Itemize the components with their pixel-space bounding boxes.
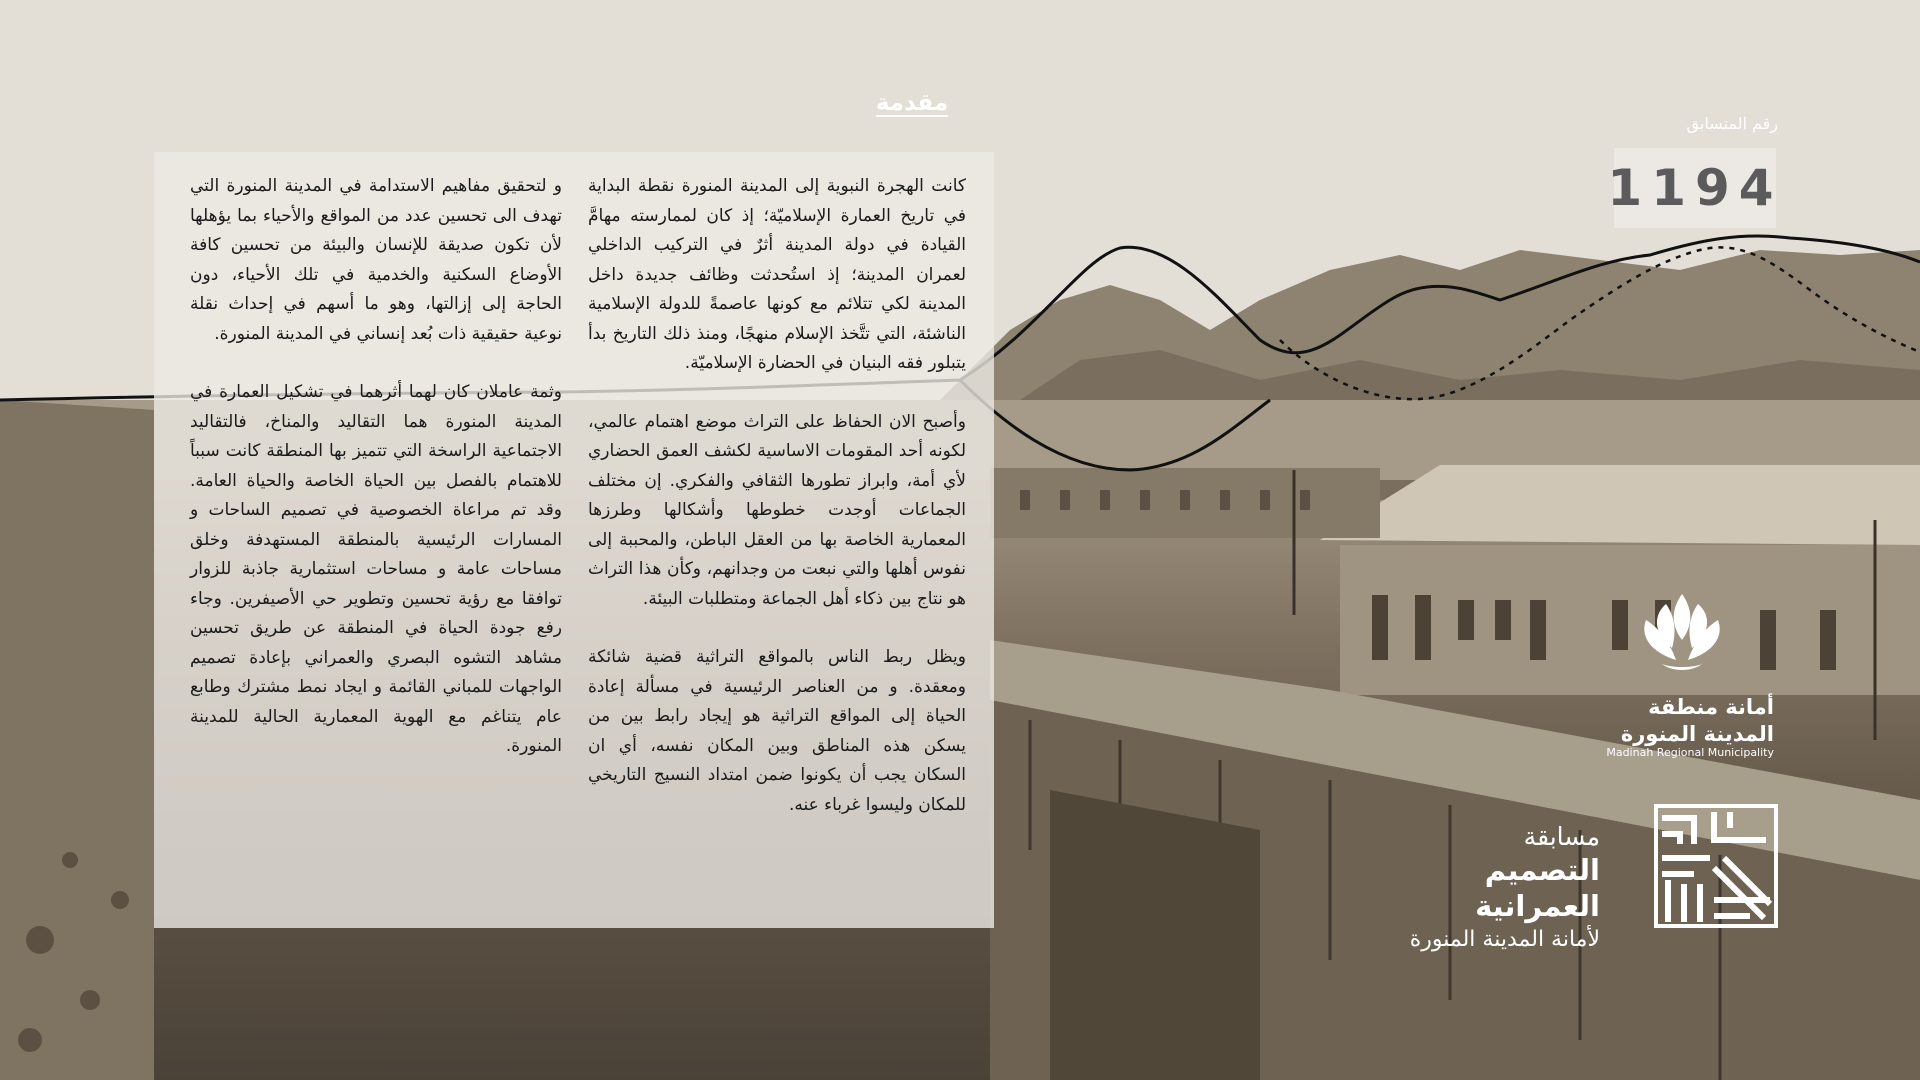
competitor-number: 1194 xyxy=(1607,159,1783,217)
paragraph: و لتحقيق مفاهيم الاستدامة في المدينة المنورة التي تهدف الى تحسين عدد من المواقع والأحياء بما يؤهلها لأن تكون صديقة للإنسان والبيئة من تحسين كافة الأوضاع السكنية والخدمية في تلك الأحياء، دون الحاجة إلى إزالتها، وهو ما أسهم في إحداث نقلة نوعية حقيقية ذات بُعد إنساني في المدينة المنورة. xyxy=(190,176,562,344)
competition-title: مسابقة التصميم العمرانية لأمانة المدينة المنورة xyxy=(1409,822,1600,952)
text-column-left xyxy=(190,172,562,791)
municipality-name-arabic: أمانة منطقة المدينة المنورة xyxy=(1620,695,1774,746)
geometric-pattern-icon xyxy=(1654,804,1778,932)
competitor-number-box xyxy=(1607,148,1783,228)
paragraph: وثمة عاملان كان لهما أثرهما في تشكيل العمارة في المدينة المنورة هما التقاليد والمناخ، فالتقاليد الاجتماعية الراسخة التي تتميز بها المنطقة كانت سبباً للاهتمام بالفصل بين الحياة الخاصة والحياة العامة. وقد تم مراعاة الخصوصية في تصميم الساحات و المسارات الرئيسية بالمنطقة المستهدفة وخلق مساحات عامة و مساحات استثمارية جاذبة للزوار توافقا مع رؤية تحسين وتطوير حي الأصيفرين. وجاء رفع جودة الحياة في المنطقة عن طريق تحسين مشاهد التشوه البصري والعمراني بإعادة تصميم الواجهات للمباني القائمة و ايجاد نمط مشترك وطابع عام يتناغم مع الهوية المعمارية الحالية للمدينة المنورة. xyxy=(190,382,562,756)
paragraph: كانت الهجرة النبوية إلى المدينة المنورة نقطة البداية في تاريخ العمارة الإسلاميّة؛ إذ كان لممارسته مهامَّ القيادة في دولة المدينة أثرٌ في التركيب الداخلي لعمران المدينة؛ إذ استُحدثت وظائف جديدة داخل المدينة لكي تتلائم مع كونها عاصمةً للدولة الإسلامية الناشئة، التي تتَّخذ الإسلام منهجًا، ومنذ ذلك التاريخ بدأ يتبلور فقه البنيان في الحضارة الإسلاميّة. xyxy=(588,176,966,373)
section-heading: مقدمة xyxy=(875,90,949,116)
paragraph: ويظل ربط الناس بالمواقع التراثية قضية شائكة ومعقدة. و من العناصر الرئيسية في مسألة إعادة الحياة إلى المواقع التراثية هو إيجاد رابط بين من يسكن هذه المناطق وبين المكان نفسه، أي ان السكان يجب أن يكونوا ضمن امتداد النسيج التاريخي للمكان وليسوا غرباء عنه. xyxy=(588,647,966,815)
paragraph: وأصبح الان الحفاظ على التراث موضع اهتمام عالمي، لكونه أحد المقومات الاساسية لكشف العمق الحضاري لأي أمة، وابراز تطورها الثقافي والفكري. إن مختلف الجماعات أوجدت خطوطها وأشكالها وطرزها المعمارية الخاصة بها من العقل الباطن، والمحببة إلى نفوس أهلها والتي نبعت من وجدانهم، وكأن هذا التراث هو نتاج بين ذكاء أهل الجماعة ومتطلبات البيئة. xyxy=(588,411,966,609)
municipality-name-english: Madinah Regional Municipality xyxy=(1606,746,1774,759)
competitor-number-label: رقم المتسابق xyxy=(1686,114,1778,133)
lotus-emblem-icon xyxy=(1632,590,1732,680)
text-column-right xyxy=(588,172,966,849)
